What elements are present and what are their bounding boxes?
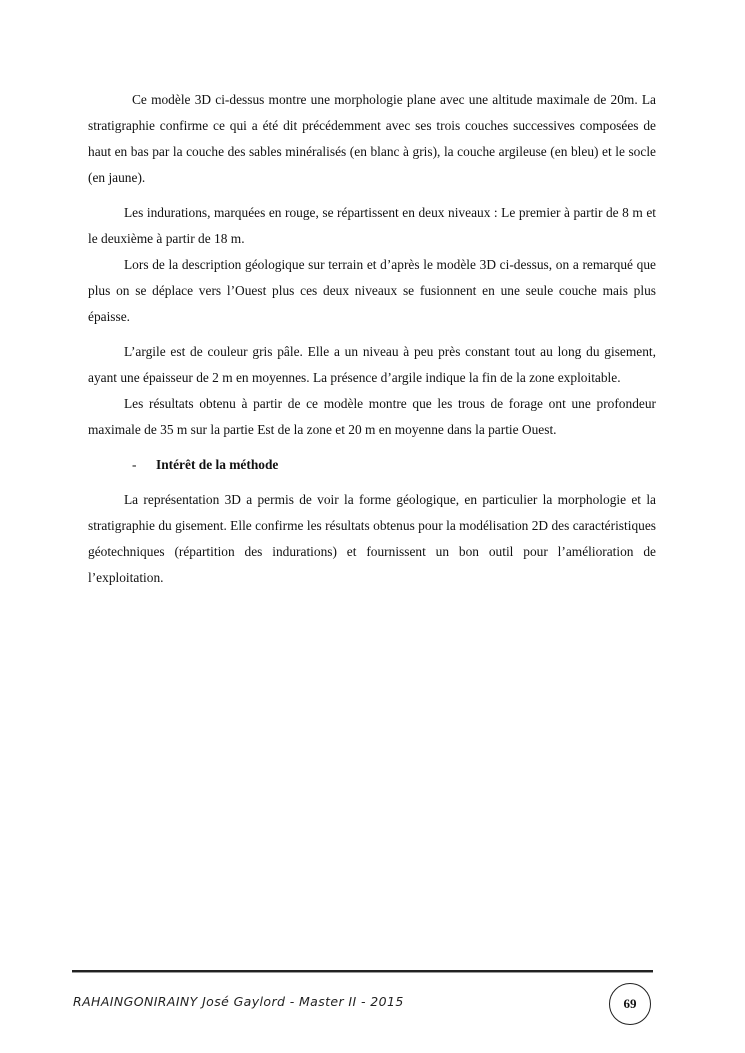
paragraph-drilling-results: Les résultats obtenu à partir de ce modèle montre que les trous de forage ont une profondeur maximale de 35 m sur la partie Est de la zone et 20 m en moyenne dans la partie Ouest. (88, 396, 656, 437)
paragraph-indurations: Les indurations, marquées en rouge, se répartissent en deux niveaux : Le premier à partir de 8 m et le deuxième à partir de 18 m. (88, 205, 656, 246)
section-heading-bullet: - (132, 457, 137, 472)
paragraph-3d-model-morphology: Ce modèle 3D ci-dessus montre une morphologie plane avec une altitude maximale de 20m. La stratigraphie confirme ce qui a été dit précédemment avec ses trois couches successives composées de haut en bas par la couche des sables minéralisés (en blanc à gris), la couche argileuse (en bleu) et le socle (en jaune). (88, 92, 656, 185)
paragraph-3d-representation: La représentation 3D a permis de voir la forme géologique, en particulier la morphologie et la stratigraphie du gisement. Elle confirme les résultats obtenus pour la modélisation 2D des caractéristiques géotechniques (répartition des indurations) et fournissent un bon outil pour l’amélioration de l’exploitation. (88, 492, 656, 585)
page-number-badge: 69 (609, 983, 651, 1025)
footer-author-line: RAHAINGONIRAINY José Gaylord - Master II - 2015 (73, 994, 404, 1009)
footer-rule (72, 970, 653, 972)
section-heading-method-interest (88, 452, 656, 478)
paragraph-clay-layer: L’argile est de couleur gris pâle. Elle a un niveau à peu près constant tout au long du gisement, ayant une épaisseur de 2 m en moyennes. La présence d’argile indique la fin de la zone exploitable. (88, 344, 656, 385)
page-body (88, 87, 656, 591)
section-heading-text: Intérêt de la méthode (156, 457, 279, 472)
paragraph-field-description: Lors de la description géologique sur terrain et d’après le modèle 3D ci-dessus, on a remarqué que plus on se déplace vers l’Ouest plus ces deux niveaux se fusionnent en une seule couche mais plus épaisse. (88, 257, 656, 324)
